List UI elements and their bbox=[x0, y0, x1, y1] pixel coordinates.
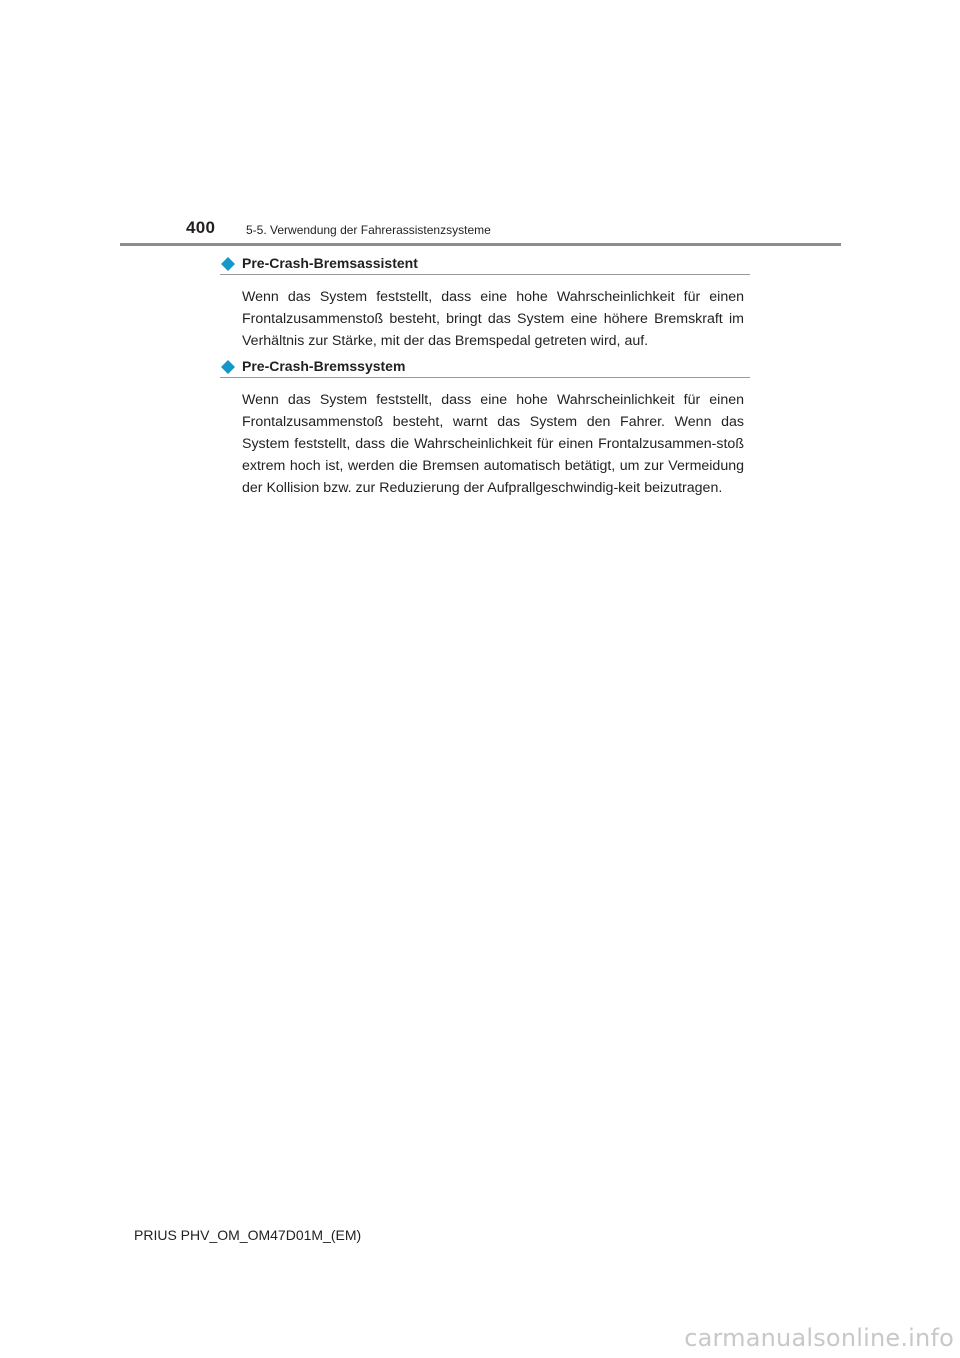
section-heading-title: Pre-Crash-Bremssystem bbox=[242, 358, 406, 374]
header-rule bbox=[120, 243, 841, 246]
footer-document-code: PRIUS PHV_OM_OM47D01M_(EM) bbox=[134, 1227, 362, 1243]
section-title: 5-5. Verwendung der Fahrerassistenzsysteme bbox=[246, 223, 491, 237]
watermark-link[interactable]: carmanualsonline.info bbox=[684, 1324, 954, 1352]
diamond-bullet-icon bbox=[221, 360, 235, 374]
section-body-paragraph: Wenn das System feststellt, dass eine hohe Wahrscheinlichkeit für einen Frontalzusammenstoß besteht, warnt das System den Fahrer. Wenn das System feststellt, dass die Wahrscheinlichkeit für einen Frontalzusammen-stoß extrem hoch ist, werden die Bremsen automatisch betätigt, um zur Vermeidung der Kollision bzw. zur Reduzierung der Aufprallgeschwindig-keit beizutragen. bbox=[242, 392, 744, 496]
page-number: 400 bbox=[186, 218, 216, 237]
section-heading-pre-crash-bremsassistent bbox=[220, 254, 750, 275]
section-body-paragraph: Wenn das System feststellt, dass eine hohe Wahrscheinlichkeit für einen Frontalzusammenstoß besteht, bringt das System eine höhere Bremskraft im Verhältnis zur Stärke, mit der das Bremspedal getreten wird, auf. bbox=[242, 289, 744, 349]
section-heading-pre-crash-bremssystem bbox=[220, 357, 750, 378]
section-heading-title: Pre-Crash-Bremsassistent bbox=[242, 255, 418, 271]
diamond-bullet-icon bbox=[221, 257, 235, 271]
